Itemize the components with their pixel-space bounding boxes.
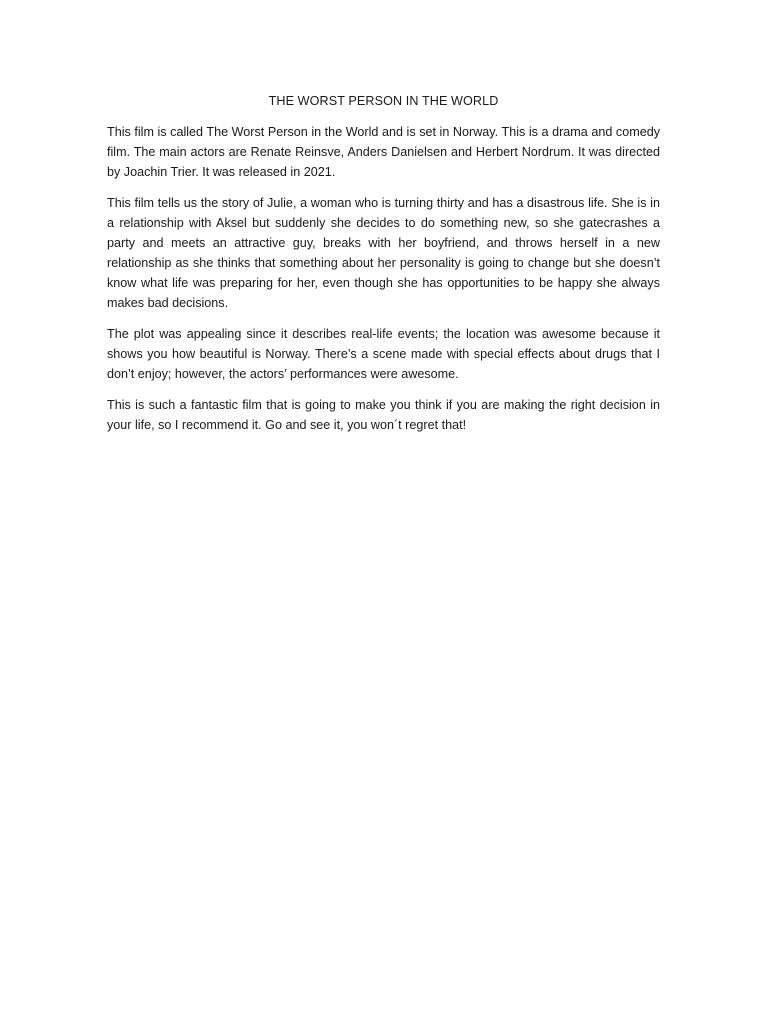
paragraph-intro: This film is called The Worst Person in the World and is set in Norway. This is a drama and comedy film. The main actors are Renate Reinsve, Anders Danielsen and Herbert Nordrum. It was directed by Joachin Trier. It was released in 2021. [107,125,660,179]
document-body [107,92,660,446]
paragraph-opinion: The plot was appealing since it describes real-life events; the location was awesome because it shows you how beautiful is Norway. There’s a scene made with special effects about drugs that I don’t enjoy; however, the actors’ performances were awesome. [107,327,660,381]
paragraph-recommendation: This is such a fantastic film that is going to make you think if you are making the right decision in your life, so I recommend it. Go and see it, you won´t regret that! [107,398,660,432]
paragraph-plot: This film tells us the story of Julie, a woman who is turning thirty and has a disastrous life. She is in a relationship with Aksel but suddenly she decides to do something new, so she gatecrashes a party and meets an attractive guy, breaks with her boyfriend, and throws herself in a new relationship as she thinks that something about her personality is going to change but she doesn’t know what life was preparing for her, even though she has opportunities to be happy she always makes bad decisions. [107,196,660,310]
document-title: THE WORST PERSON IN THE WORLD [268,94,499,108]
